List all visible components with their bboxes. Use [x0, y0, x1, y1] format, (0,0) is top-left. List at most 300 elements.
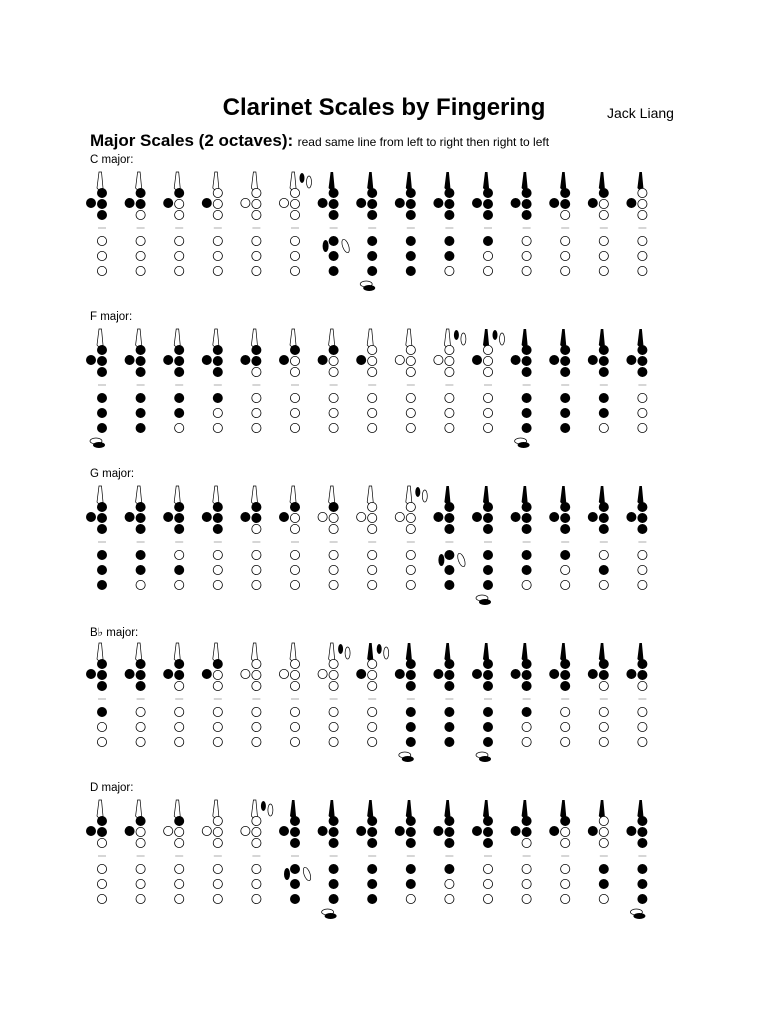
tone-hole: [97, 681, 106, 690]
register-key: [251, 486, 257, 504]
tone-hole: [522, 659, 531, 668]
tone-hole: [599, 513, 608, 522]
fingering-chart: [86, 172, 106, 276]
thumb-hole: [395, 669, 404, 678]
tone-hole: [522, 251, 531, 260]
tone-hole: [252, 722, 261, 731]
tone-hole: [136, 356, 145, 365]
register-key: [251, 800, 257, 818]
tone-hole: [136, 827, 145, 836]
tone-hole: [290, 737, 299, 746]
thumb-hole: [357, 198, 366, 207]
tone-hole: [445, 199, 454, 208]
tone-hole: [561, 550, 570, 559]
tone-hole: [213, 188, 222, 197]
tone-hole: [329, 737, 338, 746]
thumb-hole: [588, 826, 597, 835]
register-key: [560, 486, 566, 504]
tone-hole: [638, 423, 647, 432]
tone-hole: [97, 356, 106, 365]
register-key: [213, 486, 219, 504]
tone-hole: [97, 864, 106, 873]
section-heading: Major Scales (2 octaves):: [90, 131, 294, 150]
tone-hole: [599, 423, 608, 432]
tone-hole: [445, 707, 454, 716]
pinky-key: [363, 285, 375, 291]
tone-hole: [136, 580, 145, 589]
register-key: [637, 643, 643, 661]
pinky-key: [402, 756, 414, 762]
tone-hole: [599, 188, 608, 197]
tone-hole: [445, 524, 454, 533]
thumb-hole: [241, 198, 250, 207]
tone-hole: [445, 864, 454, 873]
tone-hole: [213, 681, 222, 690]
tone-hole: [522, 838, 531, 847]
scale-label-g: G major:: [90, 468, 135, 480]
fingering-chart: [202, 329, 222, 433]
tone-hole: [406, 513, 415, 522]
fingering-chart: [357, 643, 389, 747]
tone-hole: [136, 502, 145, 511]
fingering-chart: [125, 172, 145, 276]
tone-hole: [599, 266, 608, 275]
tone-hole: [406, 524, 415, 533]
tone-hole: [290, 393, 299, 402]
fingering-chart: [550, 800, 570, 904]
tone-hole: [252, 707, 261, 716]
tone-hole: [599, 210, 608, 219]
fingering-row-f: [0, 325, 768, 455]
fingering-chart: [125, 329, 145, 433]
tone-hole: [136, 513, 145, 522]
tone-hole: [252, 393, 261, 402]
tone-hole: [368, 502, 377, 511]
tone-hole: [136, 345, 145, 354]
tone-hole: [213, 345, 222, 354]
a-key: [454, 330, 459, 340]
tone-hole: [252, 502, 261, 511]
fingering-chart: [627, 172, 647, 276]
tone-hole: [175, 188, 184, 197]
tone-hole: [97, 502, 106, 511]
tone-hole: [290, 524, 299, 533]
tone-hole: [136, 236, 145, 245]
fingering-chart: [511, 486, 531, 590]
tone-hole: [599, 367, 608, 376]
tone-hole: [406, 681, 415, 690]
fingering-chart: [627, 643, 647, 747]
tone-hole: [97, 393, 106, 402]
register-key: [213, 329, 219, 347]
tone-hole: [136, 659, 145, 668]
tone-hole: [483, 707, 492, 716]
tone-hole: [136, 393, 145, 402]
tone-hole: [213, 367, 222, 376]
tone-hole: [97, 737, 106, 746]
tone-hole: [329, 681, 338, 690]
tone-hole: [175, 345, 184, 354]
tone-hole: [638, 251, 647, 260]
register-key: [522, 800, 528, 818]
tone-hole: [136, 550, 145, 559]
tone-hole: [329, 565, 338, 574]
fingering-chart: [627, 800, 647, 919]
tone-hole: [406, 580, 415, 589]
tone-hole: [368, 659, 377, 668]
register-key: [251, 172, 257, 190]
thumb-hole: [550, 355, 559, 364]
tone-hole: [290, 838, 299, 847]
register-key: [367, 643, 373, 661]
reading-instructions: read same line from left to right then right to left: [297, 135, 550, 149]
tone-hole: [136, 524, 145, 533]
tone-hole: [445, 580, 454, 589]
fingering-chart: [202, 643, 222, 747]
thumb-hole: [627, 355, 636, 364]
tone-hole: [368, 894, 377, 903]
tone-hole: [97, 513, 106, 522]
fingering-chart: [472, 329, 504, 433]
tone-hole: [406, 345, 415, 354]
tone-hole: [136, 838, 145, 847]
fingering-chart: [550, 329, 570, 433]
tone-hole: [599, 251, 608, 260]
tone-hole: [368, 236, 377, 245]
thumb-hole: [550, 669, 559, 678]
tone-hole: [406, 393, 415, 402]
register-key: [367, 329, 373, 347]
tone-hole: [252, 894, 261, 903]
thumb-hole: [472, 826, 481, 835]
tone-hole: [136, 879, 145, 888]
thumb-hole: [588, 512, 597, 521]
thumb-hole: [395, 826, 404, 835]
tone-hole: [136, 894, 145, 903]
tone-hole: [252, 199, 261, 208]
register-key: [329, 486, 335, 504]
tone-hole: [638, 502, 647, 511]
tone-hole: [252, 838, 261, 847]
fingering-chart: [511, 172, 531, 276]
register-key: [213, 643, 219, 661]
tone-hole: [406, 236, 415, 245]
tone-hole: [522, 580, 531, 589]
tone-hole: [561, 707, 570, 716]
tone-hole: [136, 565, 145, 574]
tone-hole: [406, 502, 415, 511]
register-key: [97, 643, 103, 661]
section-subtitle: [90, 131, 549, 151]
tone-hole: [213, 659, 222, 668]
tone-hole: [638, 513, 647, 522]
tone-hole: [252, 681, 261, 690]
tone-hole: [368, 879, 377, 888]
tone-hole: [97, 524, 106, 533]
tone-hole: [252, 816, 261, 825]
fingering-chart: [279, 643, 299, 747]
tone-hole: [599, 879, 608, 888]
tone-hole: [136, 199, 145, 208]
tone-hole: [638, 524, 647, 533]
register-key: [637, 172, 643, 190]
tone-hole: [213, 707, 222, 716]
thumb-hole: [357, 355, 366, 364]
tone-hole: [252, 188, 261, 197]
tone-hole: [561, 838, 570, 847]
tone-hole: [483, 659, 492, 668]
tone-hole: [406, 408, 415, 417]
tone-hole: [368, 864, 377, 873]
thumb-hole: [279, 355, 288, 364]
tone-hole: [599, 827, 608, 836]
tone-hole: [445, 681, 454, 690]
tone-hole: [329, 367, 338, 376]
tone-hole: [329, 408, 338, 417]
tone-hole: [213, 879, 222, 888]
tone-hole: [175, 894, 184, 903]
thumb-hole: [164, 355, 173, 364]
tone-hole: [522, 393, 531, 402]
tone-hole: [599, 707, 608, 716]
tone-hole: [406, 188, 415, 197]
tone-hole: [136, 670, 145, 679]
tone-hole: [522, 266, 531, 275]
fingering-chart: [357, 172, 377, 291]
tone-hole: [561, 367, 570, 376]
tone-hole: [329, 236, 338, 245]
tone-hole: [522, 816, 531, 825]
tone-hole: [522, 210, 531, 219]
tone-hole: [561, 188, 570, 197]
register-key: [444, 800, 450, 818]
tone-hole: [175, 838, 184, 847]
tone-hole: [445, 393, 454, 402]
register-key: [483, 329, 489, 347]
tone-hole: [406, 251, 415, 260]
tone-hole: [561, 879, 570, 888]
tone-hole: [252, 266, 261, 275]
tone-hole: [638, 722, 647, 731]
register-key: [637, 486, 643, 504]
tone-hole: [483, 565, 492, 574]
side-key: [438, 554, 444, 566]
tone-hole: [329, 210, 338, 219]
tone-hole: [445, 266, 454, 275]
register-key: [560, 172, 566, 190]
register-key: [522, 643, 528, 661]
fingering-diagram-svg: [0, 639, 768, 769]
tone-hole: [483, 236, 492, 245]
register-key: [213, 800, 219, 818]
tone-hole: [213, 524, 222, 533]
tone-hole: [638, 356, 647, 365]
tone-hole: [522, 356, 531, 365]
tone-hole: [290, 659, 299, 668]
fingering-chart: [279, 172, 311, 276]
fingering-chart: [395, 329, 415, 433]
tone-hole: [638, 236, 647, 245]
fingering-chart: [164, 800, 184, 904]
tone-hole: [252, 210, 261, 219]
register-key: [136, 800, 142, 818]
thumb-hole: [511, 826, 520, 835]
tone-hole: [638, 737, 647, 746]
register-key: [599, 643, 605, 661]
thumb-hole: [318, 198, 327, 207]
register-key: [136, 329, 142, 347]
tone-hole: [368, 266, 377, 275]
tone-hole: [136, 188, 145, 197]
tone-hole: [368, 670, 377, 679]
page-title: Clarinet Scales by Fingering: [222, 94, 546, 121]
register-key: [174, 486, 180, 504]
tone-hole: [522, 681, 531, 690]
tone-hole: [368, 827, 377, 836]
tone-hole: [599, 356, 608, 365]
tone-hole: [368, 356, 377, 365]
register-key: [174, 643, 180, 661]
tone-hole: [175, 580, 184, 589]
tone-hole: [213, 408, 222, 417]
tone-hole: [445, 345, 454, 354]
register-key: [251, 643, 257, 661]
tone-hole: [329, 670, 338, 679]
tone-hole: [175, 502, 184, 511]
tone-hole: [445, 737, 454, 746]
fingering-chart: [241, 172, 261, 276]
tone-hole: [213, 210, 222, 219]
tone-hole: [599, 722, 608, 731]
tone-hole: [252, 236, 261, 245]
tone-hole: [97, 345, 106, 354]
tone-hole: [290, 580, 299, 589]
tone-hole: [136, 367, 145, 376]
tone-hole: [97, 210, 106, 219]
tone-hole: [561, 251, 570, 260]
tone-hole: [406, 210, 415, 219]
tone-hole: [638, 580, 647, 589]
register-key: [560, 643, 566, 661]
tone-hole: [97, 659, 106, 668]
tone-hole: [175, 423, 184, 432]
tone-hole: [483, 580, 492, 589]
tone-hole: [252, 356, 261, 365]
tone-hole: [136, 423, 145, 432]
tone-hole: [599, 524, 608, 533]
register-key: [290, 486, 296, 504]
tone-hole: [175, 408, 184, 417]
tone-hole: [406, 565, 415, 574]
g-sharp-key: [422, 490, 427, 502]
tone-hole: [290, 266, 299, 275]
thumb-hole: [241, 355, 250, 364]
tone-hole: [406, 838, 415, 847]
thumb-hole: [627, 512, 636, 521]
tone-hole: [599, 502, 608, 511]
register-key: [174, 329, 180, 347]
tone-hole: [522, 345, 531, 354]
thumb-hole: [318, 826, 327, 835]
tone-hole: [445, 827, 454, 836]
register-key: [560, 329, 566, 347]
tone-hole: [329, 659, 338, 668]
tone-hole: [175, 513, 184, 522]
tone-hole: [252, 423, 261, 432]
fingering-chart: [318, 486, 338, 590]
tone-hole: [445, 188, 454, 197]
thumb-hole: [164, 669, 173, 678]
tone-hole: [638, 266, 647, 275]
tone-hole: [213, 502, 222, 511]
tone-hole: [561, 356, 570, 365]
thumb-hole: [125, 355, 134, 364]
register-key: [290, 329, 296, 347]
tone-hole: [483, 722, 492, 731]
tone-hole: [175, 356, 184, 365]
tone-hole: [290, 565, 299, 574]
tone-hole: [213, 722, 222, 731]
tone-hole: [290, 550, 299, 559]
thumb-hole: [434, 198, 443, 207]
fingering-chart: [318, 800, 338, 919]
tone-hole: [445, 356, 454, 365]
fingering-row-bflat: [0, 639, 768, 769]
tone-hole: [599, 345, 608, 354]
tone-hole: [290, 827, 299, 836]
tone-hole: [175, 681, 184, 690]
register-key: [97, 329, 103, 347]
thumb-hole: [588, 669, 597, 678]
tone-hole: [522, 423, 531, 432]
tone-hole: [561, 423, 570, 432]
tone-hole: [213, 580, 222, 589]
thumb-hole: [241, 512, 250, 521]
tone-hole: [368, 210, 377, 219]
tone-hole: [561, 524, 570, 533]
tone-hole: [97, 838, 106, 847]
side-key: [284, 868, 290, 880]
tone-hole: [290, 188, 299, 197]
g-sharp-key: [345, 647, 350, 659]
register-key: [406, 643, 412, 661]
tone-hole: [368, 550, 377, 559]
tone-hole: [329, 722, 338, 731]
register-key: [444, 643, 450, 661]
register-key: [599, 486, 605, 504]
register-key: [329, 329, 335, 347]
register-key: [406, 800, 412, 818]
tone-hole: [599, 816, 608, 825]
tone-hole: [599, 393, 608, 402]
tone-hole: [599, 838, 608, 847]
fingering-row-g: [0, 482, 768, 612]
tone-hole: [522, 524, 531, 533]
register-key: [522, 486, 528, 504]
tone-hole: [638, 879, 647, 888]
tone-hole: [445, 423, 454, 432]
tone-hole: [483, 502, 492, 511]
tone-hole: [368, 393, 377, 402]
g-sharp-key: [461, 333, 466, 345]
tone-hole: [406, 670, 415, 679]
pinky-key: [325, 913, 337, 919]
fingering-chart: [125, 643, 145, 747]
register-key: [251, 329, 257, 347]
tone-hole: [329, 864, 338, 873]
fingering-chart: [395, 486, 427, 590]
fingering-chart: [627, 486, 647, 590]
